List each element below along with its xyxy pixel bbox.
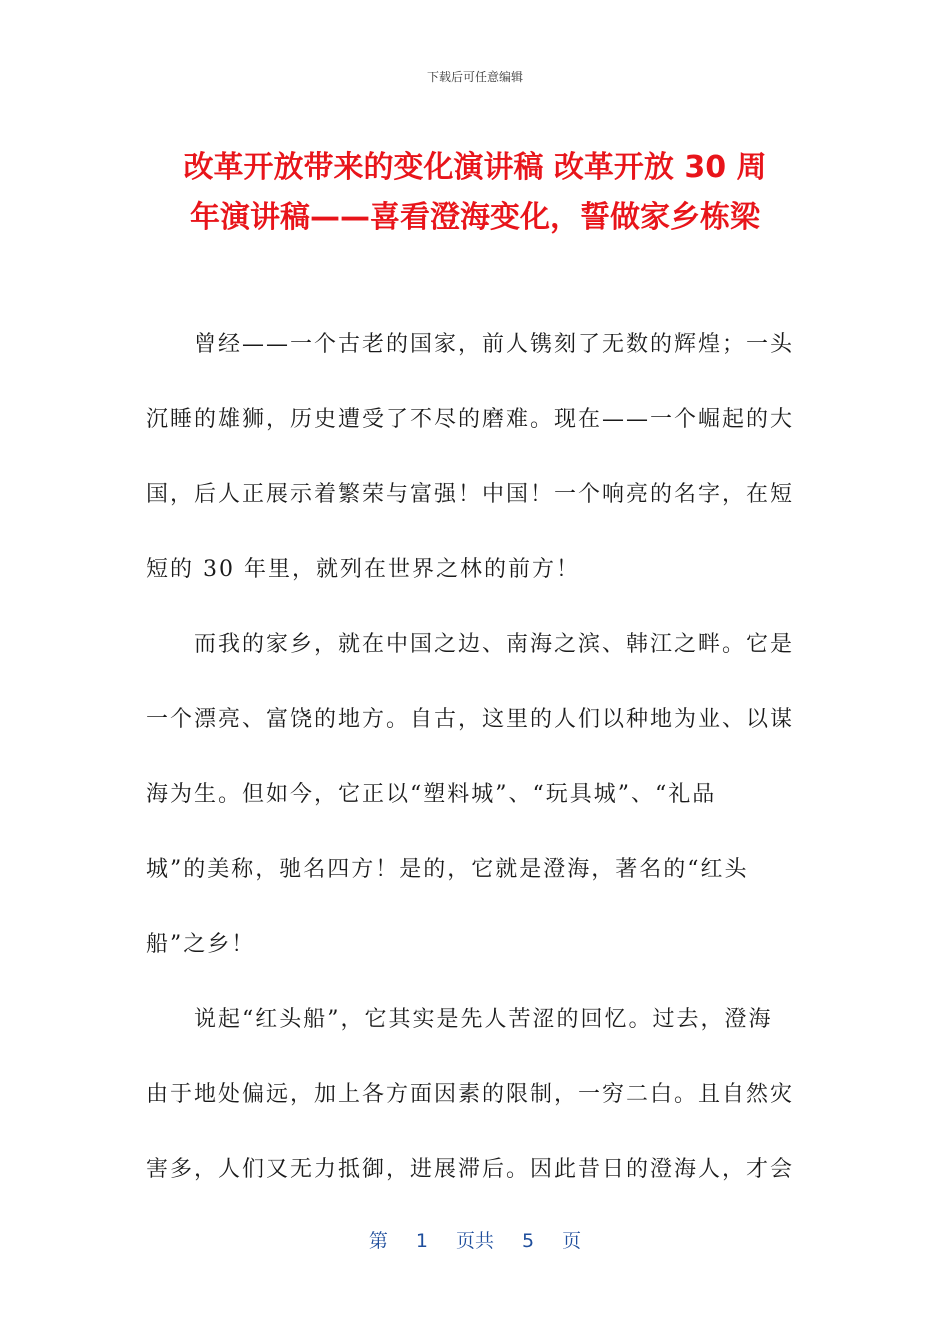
paragraph-line: 短的 30 年里，就列在世界之林的前方！ xyxy=(146,557,580,582)
footer-page-number: 1 xyxy=(415,1230,428,1252)
paragraph-line: 曾经——一个古老的国家，前人镌刻了无数的辉煌；一头 xyxy=(194,332,795,357)
page-footer xyxy=(0,1226,950,1253)
paragraph-line: 船”之乡！ xyxy=(146,932,256,957)
paragraph-line: 海为生。但如今，它正以“塑料城”、“玩具城”、“礼品 xyxy=(146,782,717,807)
footer-total-pages: 5 xyxy=(522,1230,535,1252)
footer-suffix: 页 xyxy=(562,1230,582,1252)
paragraph-line: 城”的美称，驰名四方！是的，它就是澄海，著名的“红头 xyxy=(146,857,749,882)
paragraph-line: 说起“红头船”，它其实是先人苦涩的回忆。过去，澄海 xyxy=(194,1007,773,1032)
footer-prefix: 第 xyxy=(368,1230,388,1252)
title-line-1: 改革开放带来的变化演讲稿 改革开放 30 周 xyxy=(183,150,767,185)
paragraph-line: 而我的家乡，就在中国之边、南海之滨、韩江之畔。它是 xyxy=(194,632,795,657)
paragraph-line: 一个漂亮、富饶的地方。自古，这里的人们以种地为业、以谋 xyxy=(146,707,795,732)
document-body xyxy=(146,320,796,1220)
document-title xyxy=(120,143,830,243)
paragraph-line: 沉睡的雄狮，历史遭受了不尽的磨难。现在——一个崛起的大 xyxy=(146,407,795,432)
title-line-2: 年演讲稿——喜看澄海变化，誓做家乡栋梁 xyxy=(190,200,760,235)
paragraph-line: 害多，人们又无力抵御，进展滞后。因此昔日的澄海人，才会 xyxy=(146,1157,795,1182)
paragraph-line: 国，后人正展示着繁荣与富强！中国！一个响亮的名字，在短 xyxy=(146,482,795,507)
paragraph-line: 由于地处偏远，加上各方面因素的限制，一穷二白。且自然灾 xyxy=(146,1082,795,1107)
header-note: 下载后可任意编辑 xyxy=(426,70,523,84)
footer-middle: 页共 xyxy=(455,1230,494,1252)
